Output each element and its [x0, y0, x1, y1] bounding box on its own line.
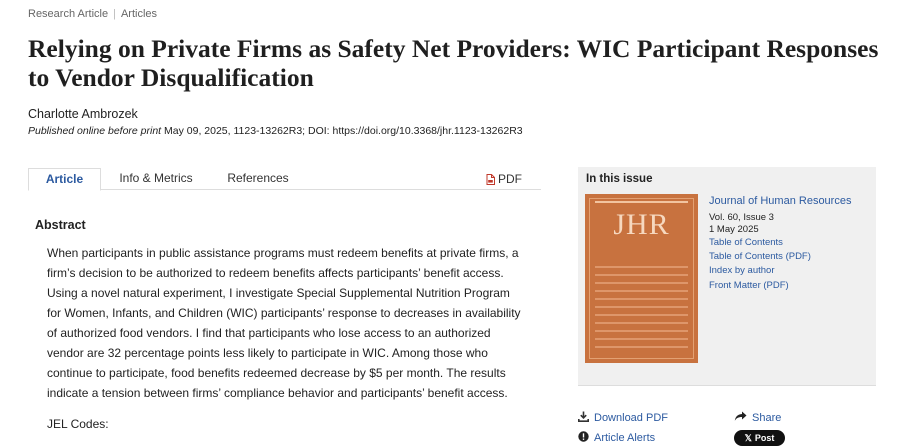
- cover-text-row: [595, 306, 688, 308]
- cover-text-row: [595, 290, 688, 292]
- issue-date: 1 May 2025: [709, 224, 759, 235]
- x-post-button[interactable]: [734, 430, 785, 446]
- in-this-issue-label: In this issue: [586, 173, 653, 185]
- cover-topline: [595, 201, 688, 203]
- in-this-issue-panel: [578, 167, 876, 386]
- cover-title: JHR: [613, 208, 670, 241]
- pdf-file-icon: [486, 174, 495, 185]
- article-alerts-button[interactable]: [578, 431, 655, 445]
- article-title: Relying on Private Firms as Safety Net Providers: WIC Participant Responses to Vendor Disqualification: [28, 34, 879, 92]
- published-label: Published online before print: [28, 125, 162, 137]
- index-by-author-link[interactable]: Index by author: [709, 265, 775, 276]
- tab-article[interactable]: Article: [28, 168, 101, 191]
- breadcrumb-item-articles[interactable]: Articles: [120, 8, 158, 20]
- x-logo-icon: 𝕏: [744, 432, 752, 443]
- tab-references[interactable]: References: [227, 171, 289, 185]
- cover-text-row: [595, 266, 688, 268]
- cover-text-row: [595, 330, 688, 332]
- tab-pdf-label: PDF: [498, 171, 522, 186]
- volume-issue: Vol. 60, Issue 3: [709, 212, 774, 223]
- article-alerts-label: Article Alerts: [594, 432, 656, 444]
- cover-text-row: [595, 274, 688, 276]
- front-matter-pdf-link[interactable]: Front Matter (PDF): [709, 280, 789, 291]
- cover-text-row: [595, 322, 688, 324]
- download-pdf-label: Download PDF: [594, 412, 668, 424]
- breadcrumb-separator: |: [113, 8, 116, 20]
- alert-icon: [578, 431, 589, 445]
- breadcrumb-item-research-article[interactable]: Research Article: [28, 8, 109, 20]
- abstract-text: When participants in public assistance programs must redeem benefits at private firms, a firm’s decision to be authorized to redeem benefits affects participants’ benefit access. Using a novel natural experiment, I investigate Special Supplemental Nutrition Program for Women, Infants, and Children (WIC) participants’ response to decreases in availability of authorized food vendors. I find that participants who lose access to an authorized vendor are 32 percentage points less likely to participate in WIC. Among those who continue to participate, food benefits redeemed decrease by $5 per month. The results indicate a tension between firms’ compliance behavior and participants’ benefit access.: [47, 246, 521, 400]
- download-icon: [578, 411, 589, 425]
- tab-pdf[interactable]: [486, 168, 541, 190]
- table-of-contents-link[interactable]: Table of Contents: [709, 237, 783, 248]
- download-pdf-button[interactable]: [578, 411, 668, 425]
- published-details: May 09, 2025, 1123-13262R3; DOI: https://doi.org/10.3368/jhr.1123-13262R3: [161, 125, 523, 137]
- abstract-heading: Abstract: [35, 218, 86, 232]
- share-label: Share: [752, 412, 782, 424]
- tab-info-metrics[interactable]: Info & Metrics: [119, 171, 193, 185]
- breadcrumb: [28, 8, 157, 20]
- jel-codes-label: JEL Codes:: [47, 417, 109, 431]
- publication-info: [28, 125, 523, 137]
- article-tabs: [28, 168, 541, 190]
- author-name[interactable]: Charlotte Ambrozek: [28, 107, 138, 121]
- cover-text-row: [595, 314, 688, 316]
- share-icon: [734, 411, 747, 425]
- share-button[interactable]: [734, 411, 781, 425]
- cover-text-row: [595, 346, 688, 348]
- cover-text-row: [595, 282, 688, 284]
- journal-name-link[interactable]: Journal of Human Resources: [709, 195, 852, 207]
- table-of-contents-pdf-link[interactable]: Table of Contents (PDF): [709, 251, 811, 262]
- journal-cover-image[interactable]: [585, 194, 698, 363]
- cover-text-row: [595, 338, 688, 340]
- cover-text-row: [595, 298, 688, 300]
- x-post-label: Post: [754, 433, 775, 443]
